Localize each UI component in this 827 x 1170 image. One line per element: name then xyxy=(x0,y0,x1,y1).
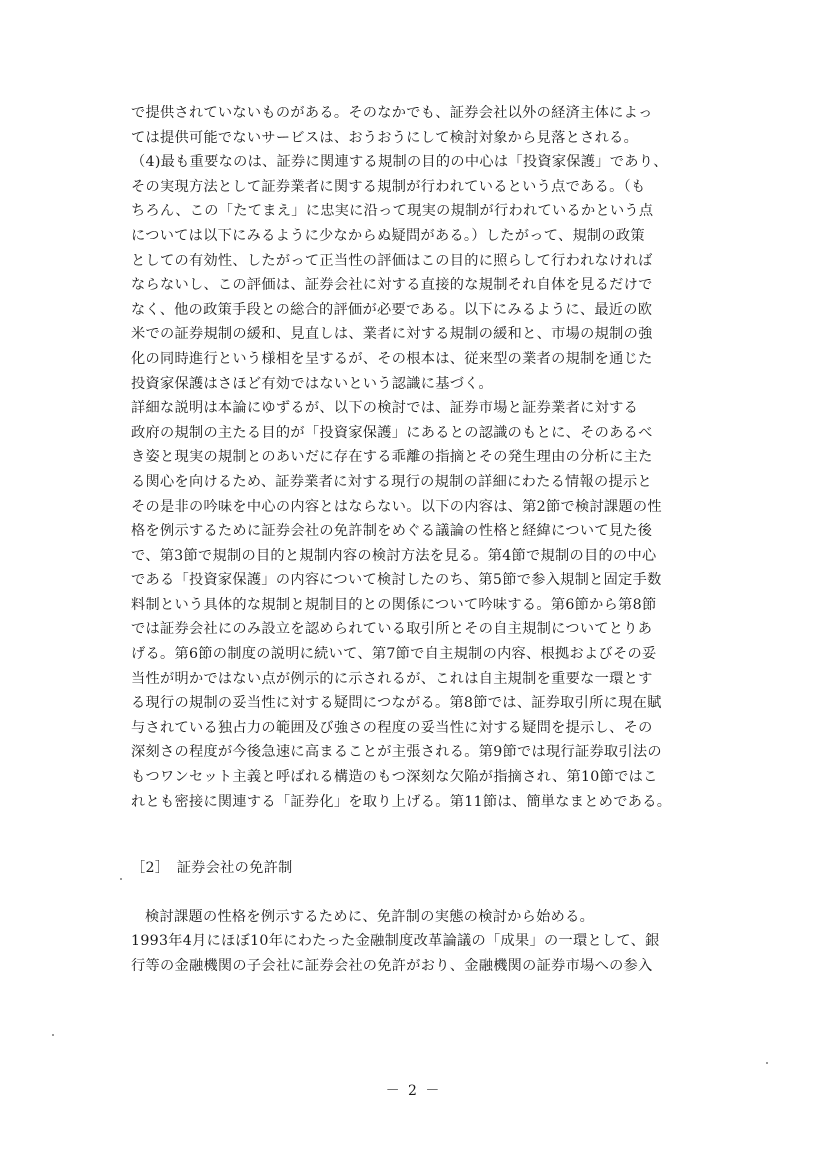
text-line: 与されている独占力の範囲及び強さの程度の妥当性に対する疑問を提示し、その xyxy=(131,719,653,736)
text-line: で、第3節で規制の目的と規制内容の検討方法を見る。第4節で規制の目的の中心 xyxy=(131,547,657,564)
scan-speck xyxy=(52,1034,54,1036)
text-line: き姿と現実の規制とのあいだに存在する乖離の指摘とその発生理由の分析に主た xyxy=(131,449,653,466)
body-text xyxy=(131,101,731,979)
text-line: 詳細な説明は本論にゆずるが、以下の検討では、証券市場と証券業者に対する xyxy=(131,400,639,417)
page-number: － 2 － xyxy=(385,1083,442,1099)
scan-speck xyxy=(120,878,122,880)
text-line: 化の同時進行という様相を呈するが、その根本は、従来型の業者の規制を通じた xyxy=(131,350,653,367)
text-line: 投資家保護はさほど有効ではないという認識に基づく。 xyxy=(131,375,493,392)
text-line: については以下にみるように少なからぬ疑問がある。）したがって、規制の政策 xyxy=(131,227,645,244)
text-line: れとも密接に関連する「証券化」を取り上げる。第11節は、簡単なまとめである。 xyxy=(131,793,672,810)
text-line: もつワンセット主義と呼ばれる構造のもつ深刻な欠陥が指摘され、第10節ではこ xyxy=(131,769,658,786)
text-line: その是非の吟味を中心の内容とはならない。以下の内容は、第2節で検討課題の性 xyxy=(131,498,662,515)
text-line: 1993年4月にほぼ10年にわたった金融制度改革論議の「成果」の一環として、銀 xyxy=(131,933,660,950)
text-line: る現行の規制の妥当性に対する疑問につながる。第8節では、証券取引所に現在賦 xyxy=(131,695,662,712)
text-line: げる。第6節の制度の説明に続いて、第7節で自主規制の内容、根拠およびその妥 xyxy=(131,646,657,663)
text-line: 政府の規制の主たる目的が「投資家保護」にあるとの認識のもとに、そのあるべ xyxy=(131,424,653,441)
text-line: である「投資家保護」の内容について検討したのち、第5節で参入規制と固定手数 xyxy=(131,572,662,589)
text-line: 料制という具体的な規制と規制目的との関係について吟味する。第6節から第8節 xyxy=(131,596,657,613)
text-line: （4)最も重要なのは、証券に関連する規制の目的の中心は「投資家保護」であり、 xyxy=(131,154,668,171)
text-line: 米での証券規制の緩和、見直しは、業者に対する規制の緩和と、市場の規制の強 xyxy=(131,326,653,343)
spacer xyxy=(131,814,731,850)
text-line: では証券会社にのみ設立を認められている取引所とその自主規制についてとりあ xyxy=(131,621,653,638)
text-line: ちろん、この「たてまえ」に忠実に沿って現実の規制が行われているかという点 xyxy=(131,203,654,220)
text-line: なく、他の政策手段との総合的評価が必要である。以下にみるように、最近の欧 xyxy=(131,301,653,318)
text-line: 検討課題の性格を例示するために、免許制の実態の検討から始める。 xyxy=(145,908,595,925)
text-line: る関心を向けるため、証券業者に対する現行の規制の詳細にわたる情報の提示と xyxy=(131,473,652,490)
text-line: 格を例示するために証券会社の免許制をめぐる議論の性格と経緯について見た後 xyxy=(131,523,653,540)
scan-speck xyxy=(766,1062,768,1064)
text-line: で提供されていないものがある。そのなかでも、証券会社以外の経済主体によっ xyxy=(131,105,653,121)
text-line: ては提供可能でないサービスは、おうおうにして検討対象から見落とされる。 xyxy=(131,129,639,146)
text-line: としての有効性、したがって正当性の評価はこの目的に照らして行われなければ xyxy=(131,252,653,269)
section-heading: ［2］ 証券会社の免許制 xyxy=(131,860,293,877)
text-line: 深刻さの程度が今後急速に高まることが主張される。第9節では現行証券取引法の xyxy=(131,744,662,761)
text-line: 当性が明かではない点が例示的に示されるが、これは自主規制を重要な一環とす xyxy=(131,670,653,687)
text-line: その実現方法として証券業者に関する規制が行われているという点である。（も xyxy=(131,178,646,195)
text-line: ならないし、この評価は、証券会社に対する直接的な規制それ自体を見るだけで xyxy=(131,277,653,294)
text-line: 行等の金融機関の子会社に証券会社の免許がおり、金融機関の証券市場への参入 xyxy=(131,958,653,974)
